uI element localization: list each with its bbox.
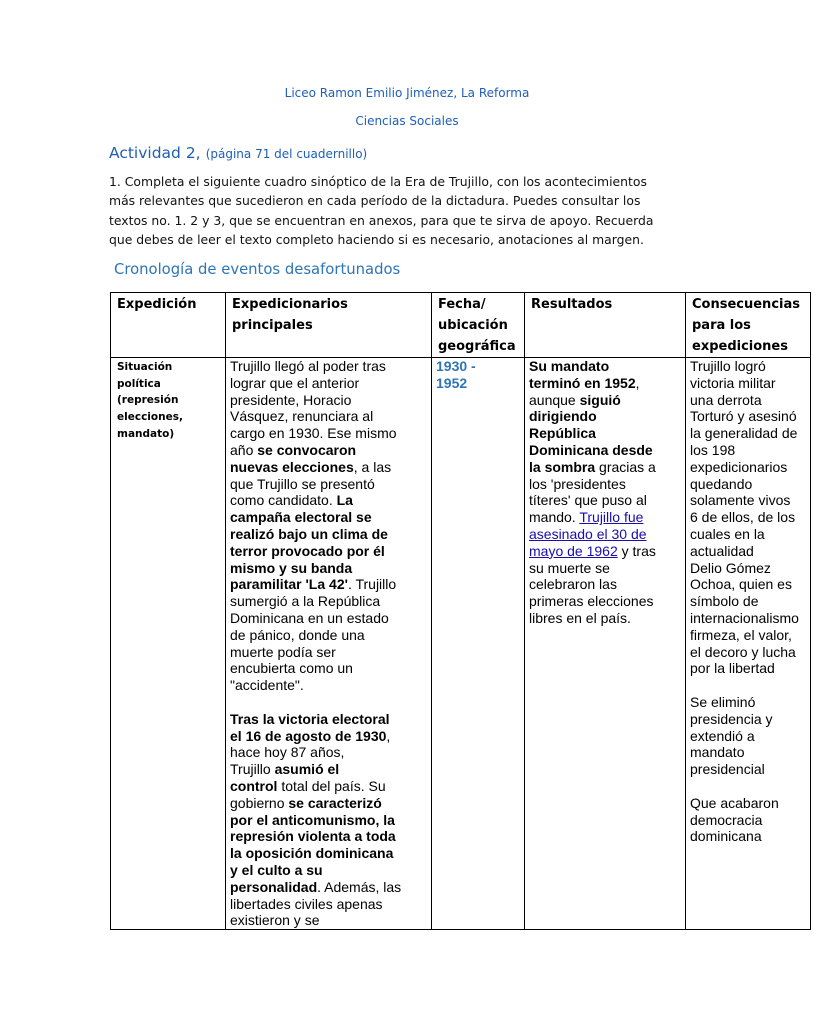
text: gobierno	[230, 794, 289, 811]
text: muerte podía ser	[230, 643, 336, 660]
text-line	[230, 812, 427, 829]
instruction-line: que debes de leer el texto completo haciendo si es necesario, anotaciones al margen.	[109, 231, 644, 247]
text: mando.	[529, 509, 580, 526]
bold-text: República	[529, 425, 596, 442]
text-line	[529, 576, 681, 593]
text-line: extendió a	[690, 727, 755, 744]
bold-text: represión violenta a toda	[230, 828, 396, 845]
resultados-paragraph	[529, 358, 681, 627]
bold-text: personalidad	[230, 878, 318, 895]
text-line: Delio Gómez	[690, 559, 771, 576]
article-link[interactable]: Trujillo fue	[579, 509, 644, 526]
subject-name: Ciencias Sociales	[355, 114, 459, 128]
header-text: geográfica	[438, 339, 516, 354]
text-line: mandato	[690, 744, 745, 761]
text-line: dominicana	[690, 828, 762, 845]
text-line: los 198	[690, 441, 736, 458]
activity-title: Actividad 2,	[109, 144, 201, 162]
paragraph-gap	[690, 778, 806, 795]
synoptic-table-wrapper	[110, 292, 810, 928]
bold-text: se caracterizó	[288, 794, 382, 811]
text-line	[230, 795, 427, 812]
paragraph-gap	[690, 677, 806, 694]
text-line: la generalidad de	[690, 425, 798, 442]
table-row	[111, 358, 811, 930]
text-line	[529, 543, 681, 560]
text-line	[230, 492, 427, 509]
text-line	[230, 744, 427, 761]
text: ,	[635, 374, 640, 391]
text: lograr que el anterior	[230, 374, 360, 391]
text-line	[230, 442, 427, 459]
text-line	[529, 509, 681, 526]
text-line	[529, 408, 681, 425]
text-line	[230, 677, 427, 694]
text: existieron y se	[230, 912, 320, 929]
text: . Trujillo	[347, 576, 397, 593]
text: cargo en 1930. Ese mismo	[230, 425, 397, 442]
bold-text: Dominicana desde	[529, 441, 653, 458]
instruction-line: más relevantes que sucedieron en cada período de la dictadura. Puedes consultar los	[109, 193, 641, 209]
text-line: actualidad	[690, 542, 754, 559]
text-line: por la libertad	[690, 660, 775, 677]
text-line	[529, 392, 681, 409]
section-title: Cronología de eventos desafortunados	[114, 261, 401, 278]
bold-text: terminó en 1952	[529, 374, 636, 391]
text-line	[230, 627, 427, 644]
text: sumergió a la República	[230, 593, 381, 610]
text-line: firmeza, el valor,	[690, 626, 792, 643]
text-line	[529, 375, 681, 392]
text-line: símbolo de	[690, 593, 759, 610]
text: Trujillo llegó al poder tras	[230, 358, 386, 374]
header-consecuencias	[686, 293, 811, 358]
text: hace hoy 87 años,	[230, 744, 345, 761]
cell-line: política	[117, 377, 161, 390]
text-line	[529, 610, 681, 627]
text-line: el decoro y lucha	[690, 643, 796, 660]
text-line	[230, 509, 427, 526]
header-text: expediciones	[692, 339, 788, 354]
text-line	[230, 778, 427, 795]
text-line	[230, 392, 427, 409]
consecuencias-paragraph-3	[690, 795, 806, 845]
text-line	[230, 660, 427, 677]
text-line: Ochoa, quien es	[690, 576, 792, 593]
bold-text: control	[230, 777, 278, 794]
instruction-line: 1. Completa el siguiente cuadro sinóptico de la Era de Trujillo, con los acontecimientos	[109, 174, 647, 189]
cell-consecuencias	[686, 358, 811, 930]
expedicionarios-paragraph-2	[230, 711, 427, 929]
paragraph-gap	[230, 694, 427, 711]
text-line: Se eliminó	[690, 693, 756, 710]
cell-fecha	[432, 358, 525, 930]
header-text: Resultados	[531, 297, 613, 312]
text-line	[230, 862, 427, 879]
text: celebraron las	[529, 576, 617, 593]
cell-resultados	[525, 358, 686, 930]
header-text: Fecha/	[438, 297, 486, 312]
header-expedicion	[111, 293, 226, 358]
bold-text: Tras la victoria electoral	[230, 710, 390, 727]
header-text: para los	[692, 318, 751, 333]
text: que Trujillo se presentó	[230, 475, 375, 492]
header-text: principales	[232, 318, 313, 333]
bold-text: La	[336, 492, 353, 509]
bold-text: dirigiendo	[529, 408, 597, 425]
header-text: Expedicionarios	[232, 297, 348, 312]
bold-text: la oposición dominicana	[230, 845, 394, 862]
text-line	[529, 476, 681, 493]
text: aunque	[529, 391, 580, 408]
text-line	[529, 526, 681, 543]
bold-text: campaña electoral se	[230, 509, 372, 526]
text-line	[529, 459, 681, 476]
text: y tras	[617, 542, 656, 559]
header-expedicionarios	[226, 293, 432, 358]
expedicionarios-paragraph-1	[230, 358, 427, 694]
text-line: cuales en la	[690, 525, 765, 542]
text: su muerte se	[529, 559, 610, 576]
bold-text: por el anticomunismo, la	[230, 811, 395, 828]
text: encubierta como un	[230, 660, 353, 677]
text-line: democracia	[690, 811, 763, 828]
bold-text: siguió	[579, 391, 621, 408]
text-line	[230, 375, 427, 392]
school-name: Liceo Ramon Emilio Jiménez, La Reforma	[284, 86, 530, 100]
text: . Además, las	[317, 878, 402, 895]
cell-line: (represión	[117, 394, 179, 407]
text: como candidato.	[230, 492, 337, 509]
bold-text: realizó bajo un clima de	[230, 525, 388, 542]
text-line	[529, 425, 681, 442]
activity-heading	[109, 143, 367, 162]
text: los 'presidentes	[529, 475, 626, 492]
text-line	[230, 476, 427, 493]
text-line: Trujillo logró	[690, 358, 766, 374]
cell-expedicionarios	[226, 358, 432, 930]
header-resultados	[525, 293, 686, 358]
synoptic-table	[110, 292, 811, 930]
header-text: Expedición	[117, 297, 197, 312]
text: año	[230, 441, 258, 458]
text-line: Torturó y asesinó	[690, 408, 797, 425]
text-line	[529, 492, 681, 509]
text-line	[230, 711, 427, 728]
text-line	[230, 845, 427, 862]
bold-text: mismo y su banda	[230, 559, 353, 576]
text-line: presidencia y	[690, 710, 773, 727]
text: libres en el país.	[529, 609, 631, 626]
text-line	[230, 761, 427, 778]
cell-line: Situación	[117, 361, 173, 373]
text-line	[230, 459, 427, 476]
text-line	[230, 593, 427, 610]
bold-text: el 16 de agosto de 1930	[230, 727, 387, 744]
text: "accidente".	[230, 677, 304, 694]
text-line	[529, 358, 681, 375]
bold-text: paramilitar 'La 42'	[230, 576, 348, 593]
table-header-row	[111, 293, 811, 358]
text-line: presidencial	[690, 761, 765, 778]
text: Trujillo	[230, 761, 275, 778]
bold-text: Su mandato	[529, 358, 610, 374]
text-line	[230, 408, 427, 425]
text: gracias a	[595, 458, 656, 475]
bold-text: se convocaron	[257, 441, 357, 458]
activity-page-note: (página 71 del cuadernillo)	[205, 147, 368, 161]
text: primeras elecciones	[529, 593, 654, 610]
text: presidente, Horacio	[230, 391, 352, 408]
text-line	[230, 358, 427, 375]
instruction-line: textos no. 1. 2 y 3, que se encuentran en anexos, para que te sirva de apoyo. Recuerda	[109, 212, 654, 228]
text: Vásquez, renunciara al	[230, 408, 374, 425]
text: , a las	[353, 458, 392, 475]
text-line	[529, 593, 681, 610]
consecuencias-paragraph-1	[690, 358, 806, 677]
text-line	[230, 610, 427, 627]
article-link[interactable]: mayo de 1962	[529, 542, 618, 559]
text-line: una derrota	[690, 391, 762, 408]
text-line	[230, 896, 427, 913]
text-line	[230, 728, 427, 745]
header-text: Consecuencias	[692, 297, 800, 312]
text-line	[230, 912, 427, 929]
text-line	[230, 425, 427, 442]
text-line: victoria militar	[690, 374, 776, 391]
header-text: ubicación	[438, 318, 508, 333]
text-line	[230, 576, 427, 593]
cell-line: elecciones,	[117, 411, 183, 424]
cell-expedicion	[111, 358, 226, 930]
text-line	[230, 828, 427, 845]
cell-line: mandato)	[117, 427, 175, 440]
text-line: internacionalismo	[690, 609, 799, 626]
article-link[interactable]: asesinado el 30 de	[529, 525, 647, 542]
text-line: 6 de ellos, de los	[690, 509, 796, 526]
bold-text: terror provocado por él	[230, 542, 385, 559]
text: Dominicana en un estado	[230, 609, 389, 626]
text-line	[230, 879, 427, 896]
text-line: expedicionarios	[690, 458, 788, 475]
text: de pánico, donde una	[230, 626, 365, 643]
text: total del país. Su	[277, 777, 386, 794]
text-line	[230, 526, 427, 543]
text: libertades civiles apenas	[230, 895, 383, 912]
instructions-paragraph	[109, 172, 669, 249]
date-range-start: 1930 -	[436, 358, 476, 374]
text-line	[230, 644, 427, 661]
text: ,	[386, 727, 391, 744]
text-line: Que acabaron	[690, 794, 779, 811]
text-line	[230, 560, 427, 577]
text-line: quedando	[690, 475, 753, 492]
consecuencias-paragraph-2	[690, 694, 806, 778]
text-line	[529, 560, 681, 577]
bold-text: y el culto a su	[230, 861, 323, 878]
date-range-end: 1952	[436, 374, 468, 391]
text-line: solamente vivos	[690, 492, 791, 509]
bold-text: la sombra	[529, 458, 596, 475]
bold-text: nuevas elecciones	[230, 458, 354, 475]
text: títeres' que puso al	[529, 492, 647, 509]
text-line	[529, 442, 681, 459]
bold-text: asumió el	[274, 761, 340, 778]
text-line	[230, 543, 427, 560]
header-fecha	[432, 293, 525, 358]
